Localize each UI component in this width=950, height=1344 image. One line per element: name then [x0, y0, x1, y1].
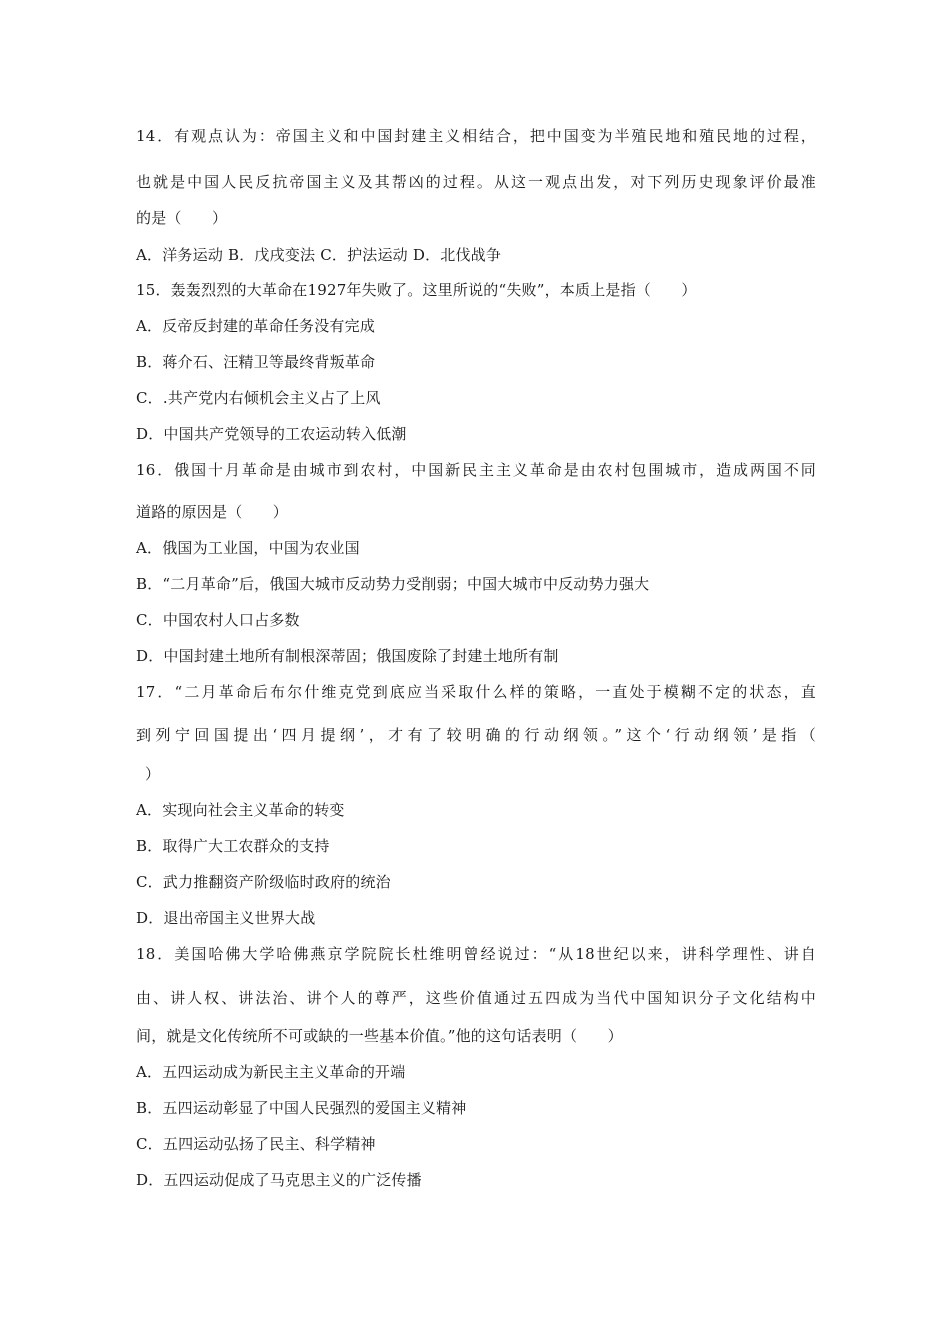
question-18-option-a: A．五四运动成为新民主主义革命的开端: [136, 1063, 406, 1081]
question-15-text-line-1: 15．轰轰烈烈的大革命在1927年失败了。这里所说的“失败”，本质上是指（ ）: [136, 281, 697, 299]
question-14-text-line-1: 14．有观点认为：帝国主义和中国封建主义相结合，把中国变为半殖民地和殖民地的过程，: [136, 127, 816, 145]
question-16-text-line-2: 道路的原因是（ ）: [136, 503, 289, 521]
question-15-option-b: B．蒋介石、汪精卫等最终背叛革命: [136, 353, 376, 371]
question-15-option-d: D．中国共产党领导的工农运动转入低潮: [136, 425, 407, 443]
question-18-text-line-3: 间，就是文化传统所不可或缺的一些基本价值。”他的这句话表明（ ）: [136, 1027, 623, 1045]
question-17-text-line-3: ）: [145, 765, 161, 783]
question-18-text-line-1: 18．美国哈佛大学哈佛燕京学院院长杜维明曾经说过：“从18世纪以来，讲科学理性、讲自: [136, 945, 816, 963]
question-15-option-a: A．反帝反封建的革命任务没有完成: [136, 317, 376, 335]
question-17-option-b: B．取得广大工农群众的支持: [136, 837, 330, 855]
question-18-option-d: D．五四运动促成了马克思主义的广泛传播: [136, 1171, 422, 1189]
question-16-option-a: A．俄国为工业国，中国为农业国: [136, 539, 360, 557]
question-14-text-line-2: 也就是中国人民反抗帝国主义及其帮凶的过程。从这一观点出发，对下列历史现象评价最准: [136, 173, 816, 191]
question-17-option-a: A．实现向社会主义革命的转变: [136, 801, 345, 819]
question-16-option-c: C．中国农村人口占多数: [136, 611, 300, 629]
question-16-option-d: D．中国封建土地所有制根深蒂固；俄国废除了封建土地所有制: [136, 647, 559, 665]
question-17-text-line-1: 17．“二月革命后布尔什维克党到底应当采取什么样的策略，一直处于模糊不定的状态，直: [136, 683, 816, 701]
question-17-option-c: C．武力推翻资产阶级临时政府的统治: [136, 873, 391, 891]
question-18-option-b: B．五四运动彰显了中国人民强烈的爱国主义精神: [136, 1099, 467, 1117]
question-15-option-c: C．.共产党内右倾机会主义占了上风: [136, 389, 381, 407]
question-14-options: A．洋务运动 B．戊戌变法 C．护法运动 D．北伐战争: [136, 246, 502, 264]
question-14-text-line-3: 的是（ ）: [136, 209, 228, 227]
question-17-text-line-2: 到列宁回国提出‘四月提纲’，才有了较明确的行动纲领。”这个‘行动纲领’是指（: [136, 726, 816, 744]
question-18-text-line-2: 由、讲人权、讲法治、讲个人的尊严，这些价值通过五四成为当代中国知识分子文化结构中: [136, 989, 816, 1007]
question-16-option-b: B．“二月革命”后，俄国大城市反动势力受削弱；中国大城市中反动势力强大: [136, 575, 650, 593]
question-17-option-d: D．退出帝国主义世界大战: [136, 909, 316, 927]
question-16-text-line-1: 16．俄国十月革命是由城市到农村，中国新民主主义革命是由农村包围城市，造成两国不同: [136, 461, 816, 479]
question-18-option-c: C．五四运动弘扬了民主、科学精神: [136, 1135, 376, 1153]
